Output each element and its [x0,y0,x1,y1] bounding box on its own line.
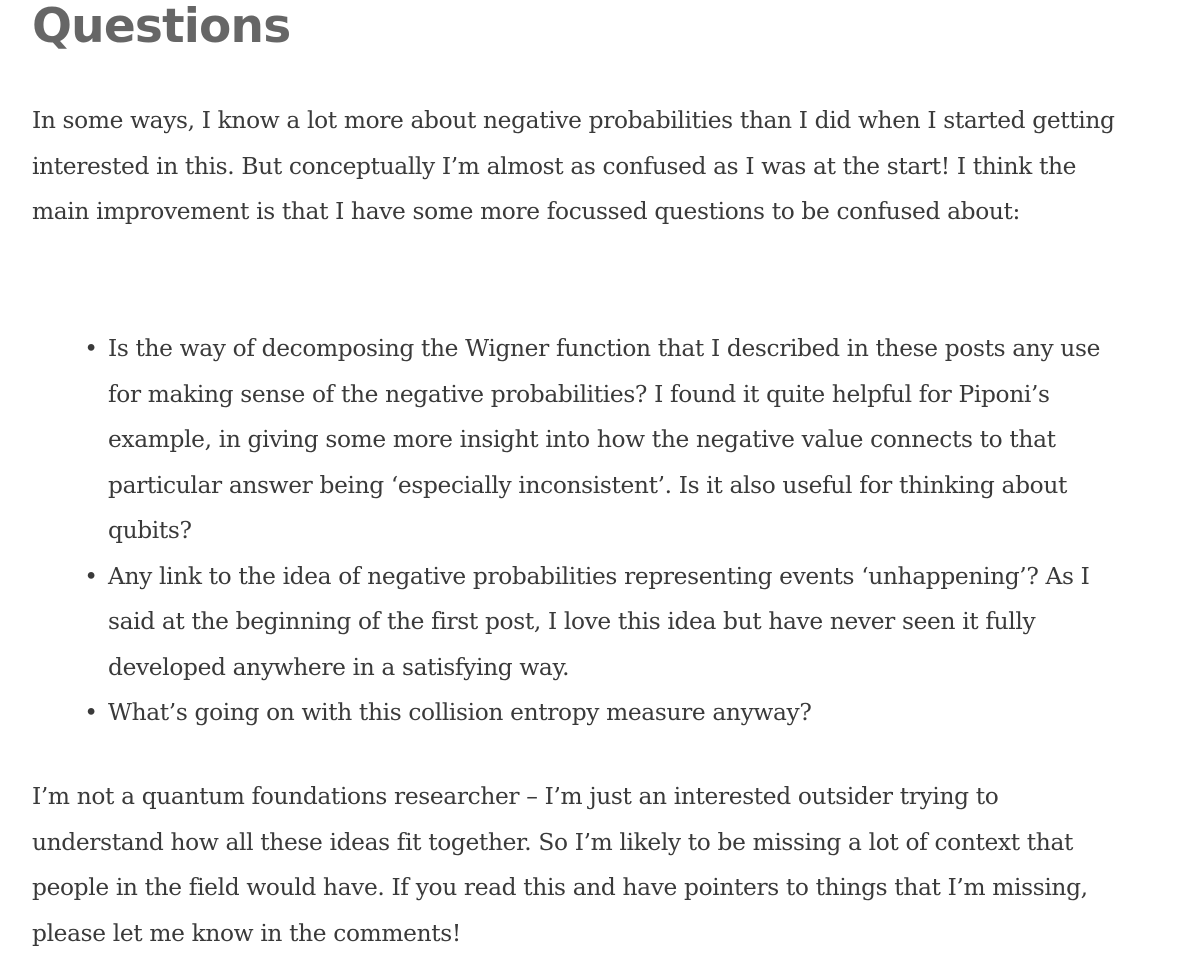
bullet-icon: • [84,335,98,362]
list-item-text: What’s going on with this collision entropy measure anyway? [108,699,812,726]
section-heading: Questions [32,0,291,54]
list-item [84,690,1128,736]
intro-paragraph: In some ways, I know a lot more about negative probabilities than I did when I started getting interested in this. But conceptually I’m almost as confused as I was at the start! I think the main improvement is that I have some more focussed questions to be confused about: [32,107,1115,225]
outro-paragraph: I’m not a quantum foundations researcher – I’m just an interested outsider trying to understand how all these ideas fit together. So I’m likely to be missing a lot of context that people in the field would have. If you read this and have pointers to things that I’m missing, please let me know in the comments! [32,783,1088,947]
bullet-icon: • [84,562,98,590]
questions-list [84,326,1128,736]
list-item-text: Is the way of decomposing the Wigner function that I described in these posts any use for making sense of the negative probabilities? I found it quite helpful for Piponi’s example, in giving some more insight into how the negative value connects to that particular answer being ‘especially inconsistent’. Is it also useful for thinking about qubits? [108,335,1101,544]
list-item [84,326,1128,554]
list-item [84,554,1128,691]
bullet-icon: • [84,699,98,726]
list-item-text: Any link to the idea of negative probabilities representing events ‘unhappening’? As I said at the beginning of the first post, I love this idea but have never seen it fully developed anywhere in a satisfying way. [108,562,1090,681]
